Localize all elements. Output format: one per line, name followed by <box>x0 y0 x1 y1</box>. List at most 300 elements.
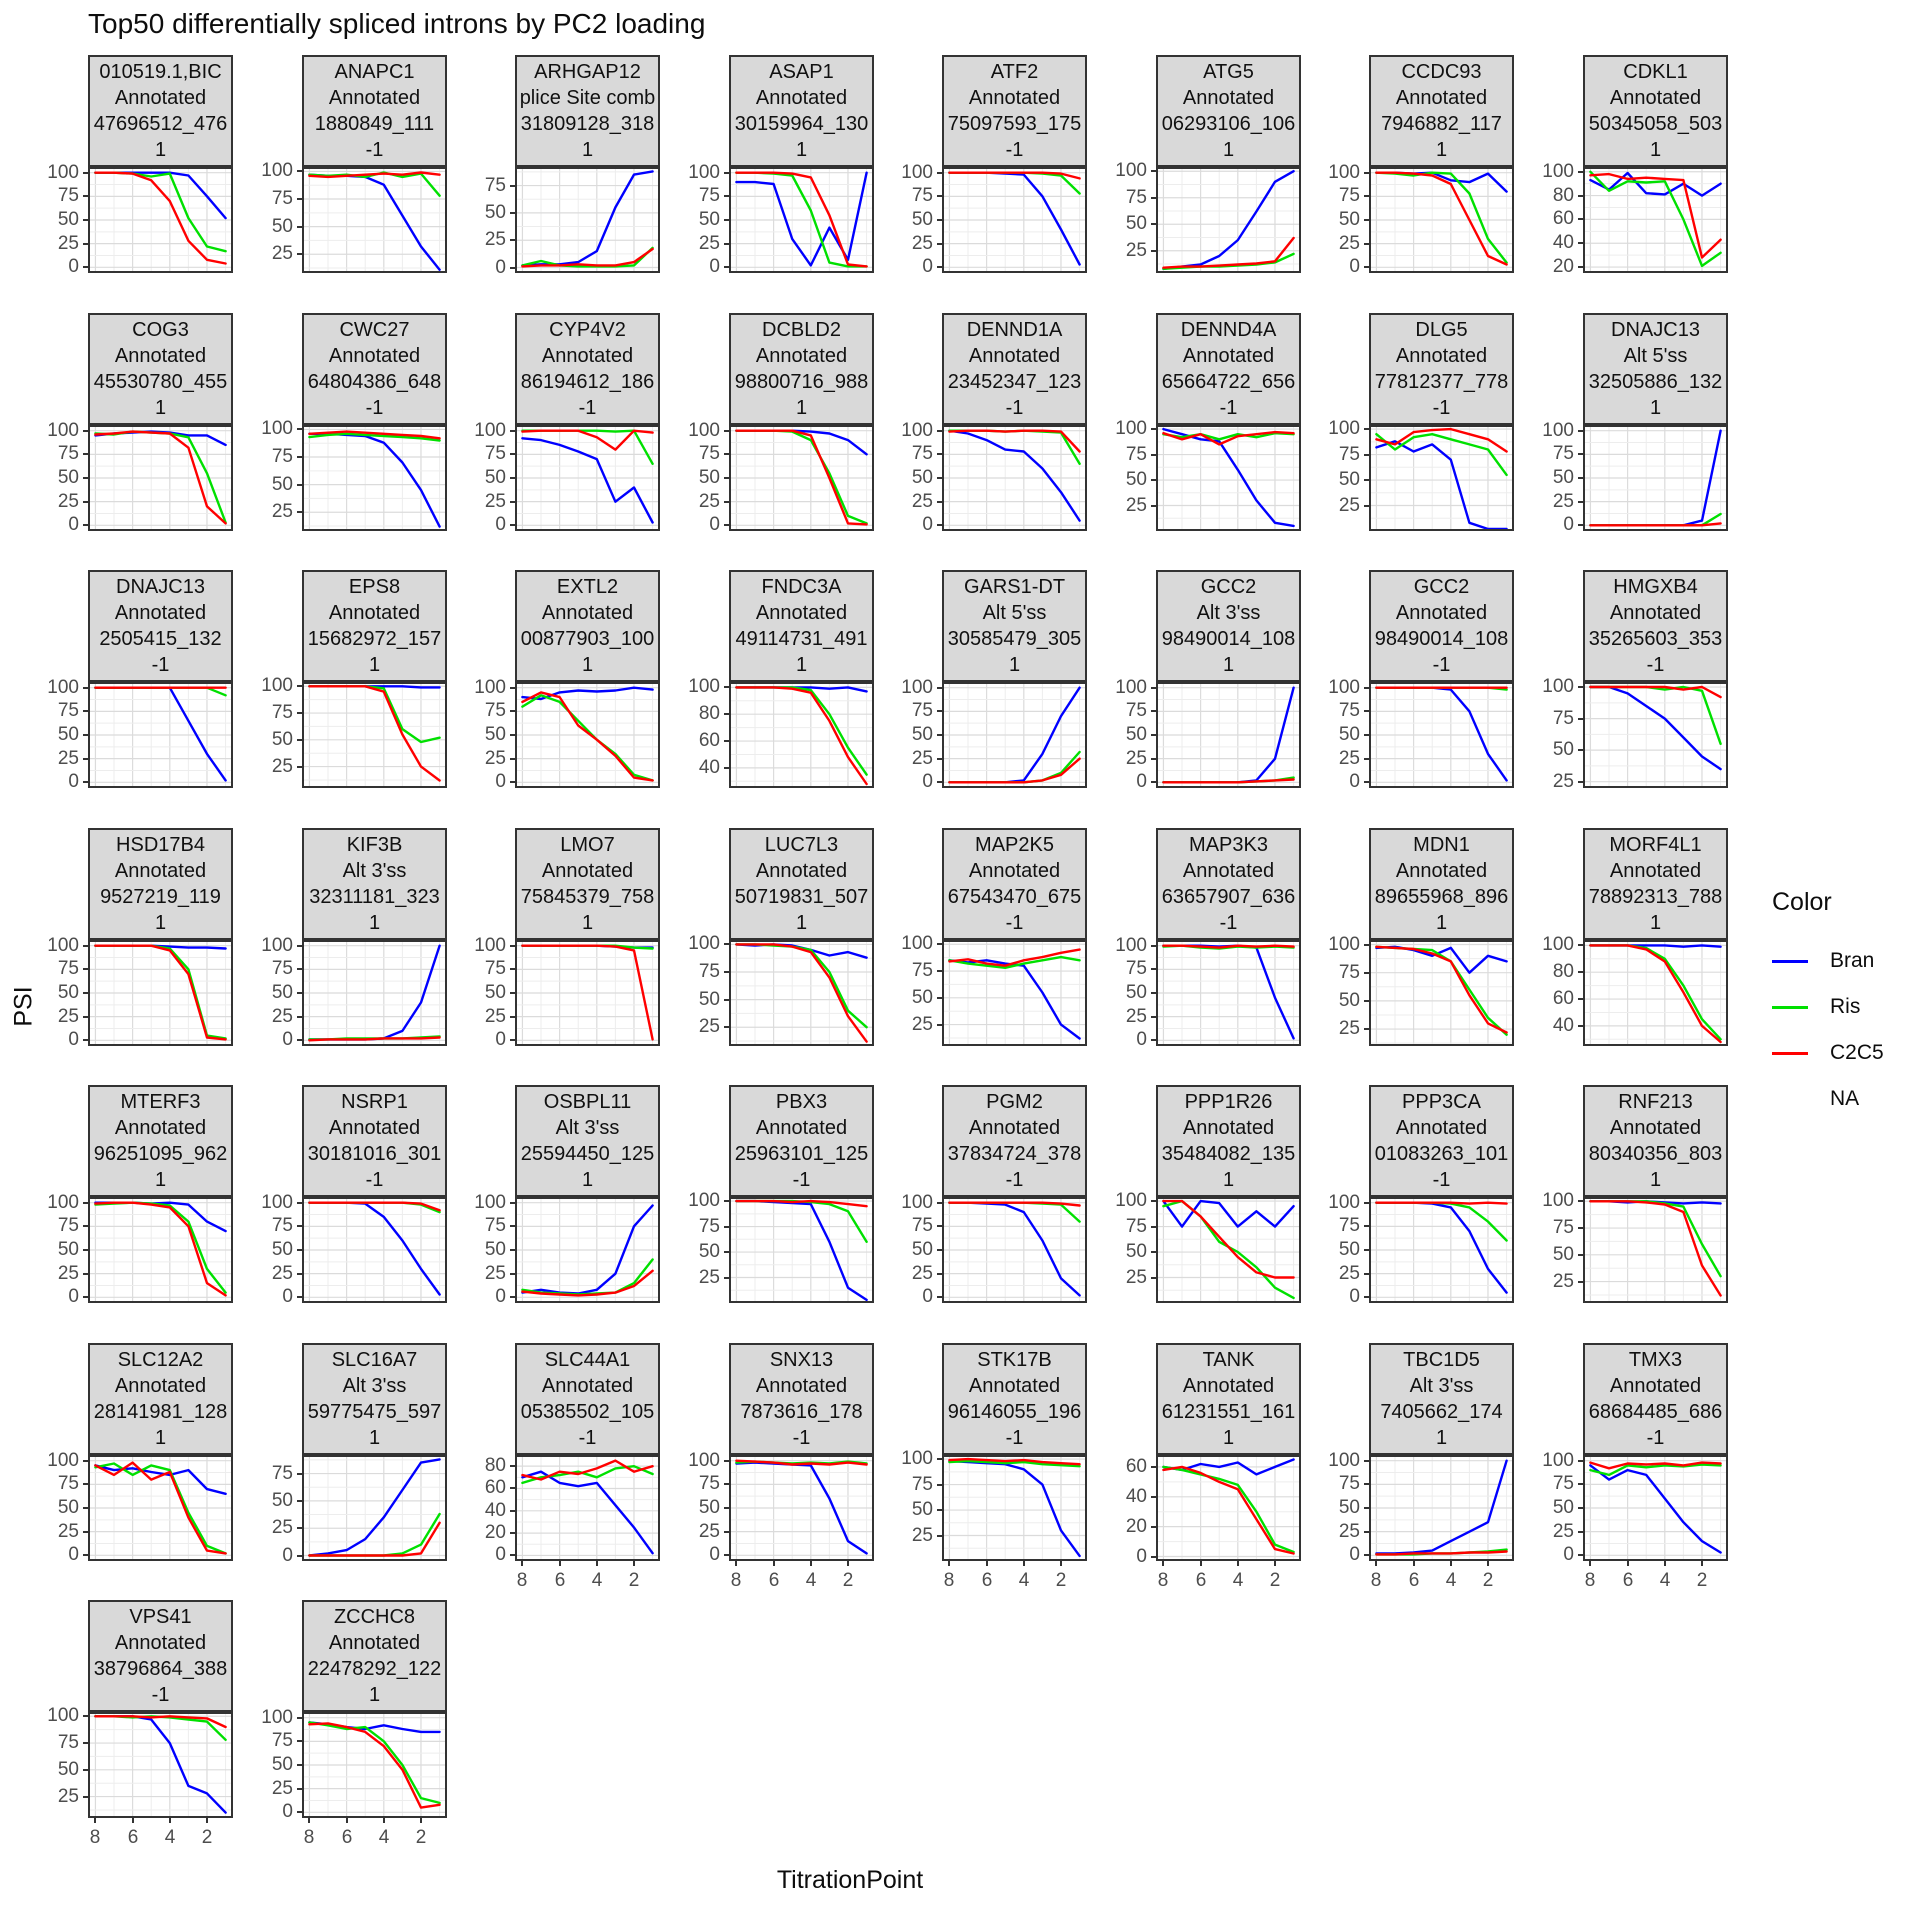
y-tick-label: 75 <box>57 1732 79 1753</box>
facet-strip-line-3: 65664722_656 <box>1161 371 1296 393</box>
facet-strip-slc12a2 <box>88 1343 233 1455</box>
facet-strip-line-3: 30181016_301 <box>307 1143 442 1165</box>
y-tick-label: 50 <box>1338 209 1360 230</box>
y-tick-label: 100 <box>261 1192 293 1213</box>
facet-panel <box>1156 425 1301 531</box>
y-tick-label: 100 <box>1542 1450 1574 1471</box>
y-tick-mark <box>1578 477 1583 479</box>
facet-strip-atf2 <box>942 55 1087 167</box>
y-tick-label: 25 <box>271 1517 293 1538</box>
facet-strip-line-1: MORF4L1 <box>1609 834 1702 856</box>
y-tick-label: 0 <box>68 256 79 277</box>
facet-strip-line-3: 50719831_507 <box>734 886 869 908</box>
y-tick-label: 25 <box>57 1521 79 1542</box>
series-line-bran <box>1163 171 1293 269</box>
y-tick-label: 100 <box>261 1707 293 1728</box>
y-tick-mark <box>1364 710 1369 712</box>
y-tick-label: 25 <box>911 1014 933 1035</box>
y-tick-mark <box>724 430 729 432</box>
facet-strip-line-3: 89655968_896 <box>1374 886 1509 908</box>
y-tick-mark <box>1364 479 1369 481</box>
x-tick-label: 8 <box>1584 1570 1596 1591</box>
facet-strip-line-3: 32311181_323 <box>309 886 440 908</box>
facet-plot <box>1585 1199 1726 1301</box>
y-tick-label: 75 <box>911 960 933 981</box>
y-tick-label: 0 <box>68 1029 79 1050</box>
y-tick-mark <box>297 766 302 768</box>
y-tick-mark <box>1578 1025 1583 1027</box>
x-tick-mark <box>1200 1561 1202 1566</box>
y-tick-mark <box>1364 758 1369 760</box>
y-tick-mark <box>1151 1277 1156 1279</box>
x-tick-mark <box>1237 1561 1239 1566</box>
series-line-ris <box>522 695 652 780</box>
y-tick-label: 75 <box>698 443 720 464</box>
facet-strip-line-4: 1 <box>368 912 381 934</box>
y-tick-label: 100 <box>1115 160 1147 181</box>
y-tick-mark <box>1151 170 1156 172</box>
facet-plot <box>944 684 1085 786</box>
y-tick-mark <box>1578 971 1583 973</box>
y-tick-label: 100 <box>1328 418 1360 439</box>
legend-label: Ris <box>1830 995 1861 1018</box>
y-tick-mark <box>1364 1531 1369 1533</box>
facet-strip-line-1: ATF2 <box>990 61 1039 83</box>
facet-strip-line-1: RNF213 <box>1618 1091 1693 1113</box>
y-tick-label: 0 <box>68 1544 79 1565</box>
y-tick-label: 50 <box>698 209 720 230</box>
facet-plot <box>1371 427 1512 529</box>
facet-strip-line-3: 75845379_758 <box>520 886 655 908</box>
y-tick-label: 100 <box>688 162 720 183</box>
y-tick-mark <box>297 1500 302 1502</box>
y-tick-label: 80 <box>484 1455 506 1476</box>
facet-strip-kif3b <box>302 828 447 940</box>
series-line-bran <box>1376 947 1506 973</box>
facet-plot <box>517 427 658 529</box>
facet-panel <box>302 1197 447 1303</box>
y-tick-mark <box>510 1510 515 1512</box>
series-line-ris <box>1590 1465 1720 1475</box>
y-tick-mark <box>510 734 515 736</box>
facet-strip-line-4: 1 <box>368 1684 381 1706</box>
x-tick-label: 4 <box>1018 1570 1030 1591</box>
facet-plot <box>517 1199 658 1301</box>
facet-strip-rnf213 <box>1583 1085 1728 1197</box>
y-tick-mark <box>1578 430 1583 432</box>
y-tick-label: 50 <box>911 467 933 488</box>
facet-panel <box>942 940 1087 1046</box>
facet-strip-line-4: 1 <box>581 912 594 934</box>
facet-strip-line-4: 1 <box>581 654 594 676</box>
y-tick-label: 100 <box>47 935 79 956</box>
x-tick-label: 6 <box>981 1570 993 1591</box>
series-line-bran <box>736 944 866 957</box>
y-tick-mark <box>297 511 302 513</box>
facet-strip-nsrp1 <box>302 1085 447 1197</box>
y-tick-mark <box>1578 781 1583 783</box>
facet-strip-line-3: 86194612_186 <box>520 371 655 393</box>
x-tick-label: 2 <box>1269 1570 1281 1591</box>
y-tick-mark <box>510 781 515 783</box>
y-tick-label: 0 <box>922 514 933 535</box>
facet-strip-line-3: 35265603_353 <box>1588 628 1723 650</box>
facet-strip-fndc3a <box>729 570 874 682</box>
y-tick-label: 25 <box>1552 1271 1574 1292</box>
facet-panel <box>1156 682 1301 788</box>
y-tick-mark <box>297 1473 302 1475</box>
y-tick-label: 25 <box>1338 233 1360 254</box>
x-tick-label: 6 <box>554 1570 566 1591</box>
y-tick-mark <box>510 1532 515 1534</box>
facet-strip-line-1: FNDC3A <box>761 576 842 598</box>
y-tick-mark <box>297 484 302 486</box>
y-tick-label: 25 <box>698 1521 720 1542</box>
y-tick-label: 50 <box>698 467 720 488</box>
y-tick-label: 25 <box>1125 1267 1147 1288</box>
facet-strip-tmx3 <box>1583 1343 1728 1455</box>
y-tick-label: 40 <box>1125 1486 1147 1507</box>
facet-plot <box>731 684 872 786</box>
y-tick-mark <box>937 687 942 689</box>
facet-strip-line-3: 59775475_597 <box>307 1401 442 1423</box>
y-tick-label: 50 <box>911 1499 933 1520</box>
y-tick-label: 75 <box>484 958 506 979</box>
facet-plot <box>731 942 872 1044</box>
y-tick-label: 100 <box>1328 1450 1360 1471</box>
y-tick-label: 50 <box>911 987 933 1008</box>
x-tick-mark <box>1413 1561 1415 1566</box>
y-tick-mark <box>1151 505 1156 507</box>
y-tick-label: 75 <box>1552 1473 1574 1494</box>
y-tick-label: 50 <box>1338 469 1360 490</box>
y-tick-label: 50 <box>57 1239 79 1260</box>
x-tick-label: 4 <box>591 1570 603 1591</box>
facet-plot <box>944 169 1085 271</box>
facet-strip-line-2: Annotated <box>1395 860 1488 882</box>
facet-panel <box>1583 1197 1728 1303</box>
y-tick-label: 100 <box>901 677 933 698</box>
y-tick-label: 75 <box>1338 185 1360 206</box>
x-tick-label: 2 <box>1055 1570 1067 1591</box>
facet-panel <box>88 940 233 1046</box>
y-tick-mark <box>937 243 942 245</box>
facet-strip-line-1: NSRP1 <box>341 1091 408 1113</box>
facet-strip-map2k5 <box>942 828 1087 940</box>
series-line-c2c5 <box>95 173 225 264</box>
facet-strip-line-1: DCBLD2 <box>762 319 841 341</box>
y-tick-label: 25 <box>1552 771 1574 792</box>
facet-strip-line-3: 78892313_788 <box>1588 886 1723 908</box>
y-tick-mark <box>1364 1000 1369 1002</box>
y-tick-label: 75 <box>1125 187 1147 208</box>
y-tick-label: 0 <box>709 1544 720 1565</box>
y-tick-mark <box>510 1273 515 1275</box>
facet-strip-line-3: 38796864_388 <box>93 1658 228 1680</box>
facet-strip-map3k3 <box>1156 828 1301 940</box>
facet-plot <box>90 427 231 529</box>
series-line-ris <box>309 1722 439 1803</box>
x-tick-mark <box>1664 1561 1666 1566</box>
y-tick-label: 75 <box>271 1215 293 1236</box>
series-line-bran <box>1376 688 1506 781</box>
y-tick-mark <box>83 1249 88 1251</box>
facet-plot <box>517 942 658 1044</box>
y-tick-label: 50 <box>484 467 506 488</box>
x-tick-label: 6 <box>127 1827 139 1848</box>
x-tick-label: 2 <box>415 1827 427 1848</box>
y-tick-label: 75 <box>271 446 293 467</box>
y-tick-mark <box>724 1483 729 1485</box>
y-tick-mark <box>937 1024 942 1026</box>
facet-plot <box>517 1457 658 1559</box>
facet-strip-line-2: Annotated <box>1395 602 1488 624</box>
x-tick-mark <box>1162 1561 1164 1566</box>
y-tick-label: 0 <box>1563 514 1574 535</box>
facet-strip-lmo7 <box>515 828 660 940</box>
y-tick-label: 75 <box>1552 443 1574 464</box>
y-tick-label: 100 <box>261 675 293 696</box>
y-tick-mark <box>83 1016 88 1018</box>
facet-plot <box>517 684 658 786</box>
y-tick-label: 100 <box>1542 934 1574 955</box>
facet-strip-line-1: MTERF3 <box>120 1091 201 1113</box>
facet-strip-line-1: DENND1A <box>966 319 1063 341</box>
y-tick-label: 0 <box>1563 1544 1574 1565</box>
y-tick-label: 0 <box>1349 1544 1360 1565</box>
facet-strip-line-3: 25594450_125 <box>520 1143 655 1165</box>
facet-strip-line-2: Annotated <box>968 1117 1061 1139</box>
y-tick-label: 0 <box>495 1286 506 1307</box>
facet-plot <box>1371 942 1512 1044</box>
series-line-c2c5 <box>1163 1467 1293 1554</box>
y-tick-mark <box>1151 197 1156 199</box>
y-tick-mark <box>83 1483 88 1485</box>
y-tick-mark <box>297 685 302 687</box>
y-tick-label: 50 <box>484 724 506 745</box>
y-tick-mark <box>510 1487 515 1489</box>
facet-strip-gars1-dt <box>942 570 1087 682</box>
y-tick-label: 60 <box>698 730 720 751</box>
facet-strip-dnajc13 <box>88 570 233 682</box>
facet-strip-line-2: Alt 3'ss <box>1196 602 1261 624</box>
y-tick-label: 25 <box>271 1778 293 1799</box>
y-tick-label: 25 <box>484 1263 506 1284</box>
facet-panel <box>88 682 233 788</box>
facet-plot <box>731 1457 872 1559</box>
y-tick-mark <box>83 1715 88 1717</box>
facet-strip-dennd1a <box>942 313 1087 425</box>
facet-plot <box>1371 169 1512 271</box>
series-line-bran <box>1590 173 1720 196</box>
y-tick-label: 100 <box>474 420 506 441</box>
series-line-ris <box>949 173 1079 194</box>
y-tick-label: 100 <box>474 1192 506 1213</box>
y-tick-label: 25 <box>1552 491 1574 512</box>
facet-strip-line-3: 77812377_778 <box>1374 371 1509 393</box>
y-tick-label: 50 <box>698 1241 720 1262</box>
y-tick-mark <box>83 501 88 503</box>
facet-strip-line-4: -1 <box>792 1427 811 1449</box>
facet-panel <box>729 167 874 273</box>
facet-strip-eps8 <box>302 570 447 682</box>
facet-strip-line-2: Annotated <box>1395 87 1488 109</box>
x-tick-mark <box>1701 1561 1703 1566</box>
facet-strip-line-3: 7873616_178 <box>740 1401 863 1423</box>
series-line-bran <box>1376 173 1506 192</box>
y-tick-label: 60 <box>1552 208 1574 229</box>
y-tick-label: 75 <box>271 958 293 979</box>
y-tick-mark <box>1364 1273 1369 1275</box>
y-tick-label: 25 <box>57 1006 79 1027</box>
y-tick-mark <box>83 453 88 455</box>
y-tick-mark <box>937 1535 942 1537</box>
y-tick-label: 75 <box>1338 1473 1360 1494</box>
facet-strip-line-3: 06293106_106 <box>1161 113 1296 135</box>
facet-panel <box>88 167 233 273</box>
y-tick-label: 50 <box>698 1497 720 1518</box>
series-line-bran <box>1376 1203 1506 1293</box>
y-tick-mark <box>83 1742 88 1744</box>
y-tick-mark <box>297 1296 302 1298</box>
facet-strip-stk17b <box>942 1343 1087 1455</box>
y-tick-mark <box>297 1717 302 1719</box>
facet-panel <box>942 1455 1087 1561</box>
y-tick-label: 25 <box>271 1006 293 1027</box>
y-tick-label: 100 <box>688 1190 720 1211</box>
y-tick-mark <box>937 943 942 945</box>
y-tick-mark <box>510 477 515 479</box>
x-tick-mark <box>1274 1561 1276 1566</box>
facet-strip-line-4: -1 <box>151 654 170 676</box>
y-tick-label: 100 <box>688 420 720 441</box>
facet-plot <box>1158 1457 1299 1559</box>
facet-strip-line-2: Annotated <box>755 345 848 367</box>
facet-strip-extl2 <box>515 570 660 682</box>
facet-strip-line-4: -1 <box>1005 139 1024 161</box>
y-tick-label: 100 <box>261 418 293 439</box>
facet-strip-line-1: DNAJC13 <box>1611 319 1700 341</box>
facet-strip-line-3: 28141981_128 <box>93 1401 228 1423</box>
y-tick-mark <box>83 1460 88 1462</box>
facet-panel <box>1369 167 1514 273</box>
facet-plot <box>304 427 445 529</box>
facet-strip-mdn1 <box>1369 828 1514 940</box>
y-tick-mark <box>1151 687 1156 689</box>
facet-strip-line-4: 1 <box>154 912 167 934</box>
y-tick-label: 60 <box>484 1477 506 1498</box>
facet-strip-line-1: OSBPL11 <box>543 1091 632 1113</box>
y-tick-label: 100 <box>688 933 720 954</box>
y-tick-label: 25 <box>1552 1521 1574 1542</box>
y-tick-mark <box>297 1225 302 1227</box>
y-tick-label: 50 <box>1125 1241 1147 1262</box>
facet-strip-line-3: 64804386_648 <box>307 371 442 393</box>
y-tick-mark <box>1578 686 1583 688</box>
facet-strip-line-2: Annotated <box>968 860 1061 882</box>
facet-panel <box>1583 425 1728 531</box>
facet-panel <box>942 425 1087 531</box>
y-tick-label: 100 <box>1542 161 1574 182</box>
y-tick-label: 25 <box>271 243 293 264</box>
facet-strip-cdkl1 <box>1583 55 1728 167</box>
x-tick-label: 8 <box>1157 1570 1169 1591</box>
y-tick-label: 0 <box>1349 256 1360 277</box>
y-tick-label: 75 <box>484 1215 506 1236</box>
y-tick-label: 25 <box>911 1263 933 1284</box>
series-line-c2c5 <box>1376 947 1506 1033</box>
y-tick-label: 20 <box>484 1522 506 1543</box>
facet-strip-mterf3 <box>88 1085 233 1197</box>
facet-strip-line-2: Annotated <box>328 87 421 109</box>
facet-plot <box>90 169 231 271</box>
y-tick-mark <box>510 1465 515 1467</box>
y-tick-mark <box>1364 1460 1369 1462</box>
y-tick-mark <box>1364 428 1369 430</box>
y-tick-mark <box>1578 749 1583 751</box>
facet-strip-line-3: 15682972_157 <box>307 628 442 650</box>
legend-line-swatch <box>1772 960 1808 963</box>
facet-strip-line-4: 1 <box>581 139 594 161</box>
y-tick-label: 50 <box>271 474 293 495</box>
y-tick-label: 75 <box>57 700 79 721</box>
y-tick-mark <box>83 992 88 994</box>
y-tick-label: 0 <box>1136 771 1147 792</box>
y-tick-mark <box>297 1788 302 1790</box>
y-tick-label: 25 <box>271 501 293 522</box>
facet-strip-line-1: ANAPC1 <box>334 61 415 83</box>
facet-panel <box>1583 167 1728 273</box>
facet-strip-line-2: Annotated <box>541 1375 634 1397</box>
facet-strip-line-1: LMO7 <box>560 834 615 856</box>
y-tick-mark <box>510 185 515 187</box>
y-tick-mark <box>510 453 515 455</box>
y-tick-label: 25 <box>484 1006 506 1027</box>
y-tick-label: 75 <box>271 702 293 723</box>
y-tick-mark <box>297 226 302 228</box>
x-tick-mark <box>810 1561 812 1566</box>
y-tick-mark <box>1364 1483 1369 1485</box>
y-tick-mark <box>83 195 88 197</box>
y-tick-label: 25 <box>698 1016 720 1037</box>
y-tick-label: 0 <box>495 1029 506 1050</box>
y-tick-label: 25 <box>484 229 506 250</box>
y-tick-mark <box>724 501 729 503</box>
facet-strip-line-3: 35484082_135 <box>1161 1143 1296 1165</box>
legend-line-swatch <box>1772 1006 1808 1009</box>
legend-entries <box>1772 949 1918 1111</box>
y-tick-mark <box>1578 1531 1583 1533</box>
y-tick-label: 75 <box>1338 444 1360 465</box>
facet-panel <box>1369 425 1514 531</box>
series-line-bran <box>736 1201 866 1300</box>
y-tick-label: 25 <box>698 233 720 254</box>
series-line-bran <box>522 1472 652 1554</box>
y-tick-mark <box>1151 1016 1156 1018</box>
facet-strip-line-4: 1 <box>154 139 167 161</box>
y-tick-mark <box>724 195 729 197</box>
facet-strip-line-3: 7405662_174 <box>1380 1401 1503 1423</box>
y-tick-mark <box>937 734 942 736</box>
facet-strip-line-4: 1 <box>1435 912 1448 934</box>
legend-empty-swatch <box>1772 1098 1808 1101</box>
facet-strip-line-2: Annotated <box>1182 87 1275 109</box>
y-tick-label: 25 <box>57 491 79 512</box>
x-tick-mark <box>308 1818 310 1823</box>
y-tick-label: 40 <box>1552 232 1574 253</box>
x-tick-label: 2 <box>628 1570 640 1591</box>
y-tick-label: 50 <box>1552 739 1574 760</box>
